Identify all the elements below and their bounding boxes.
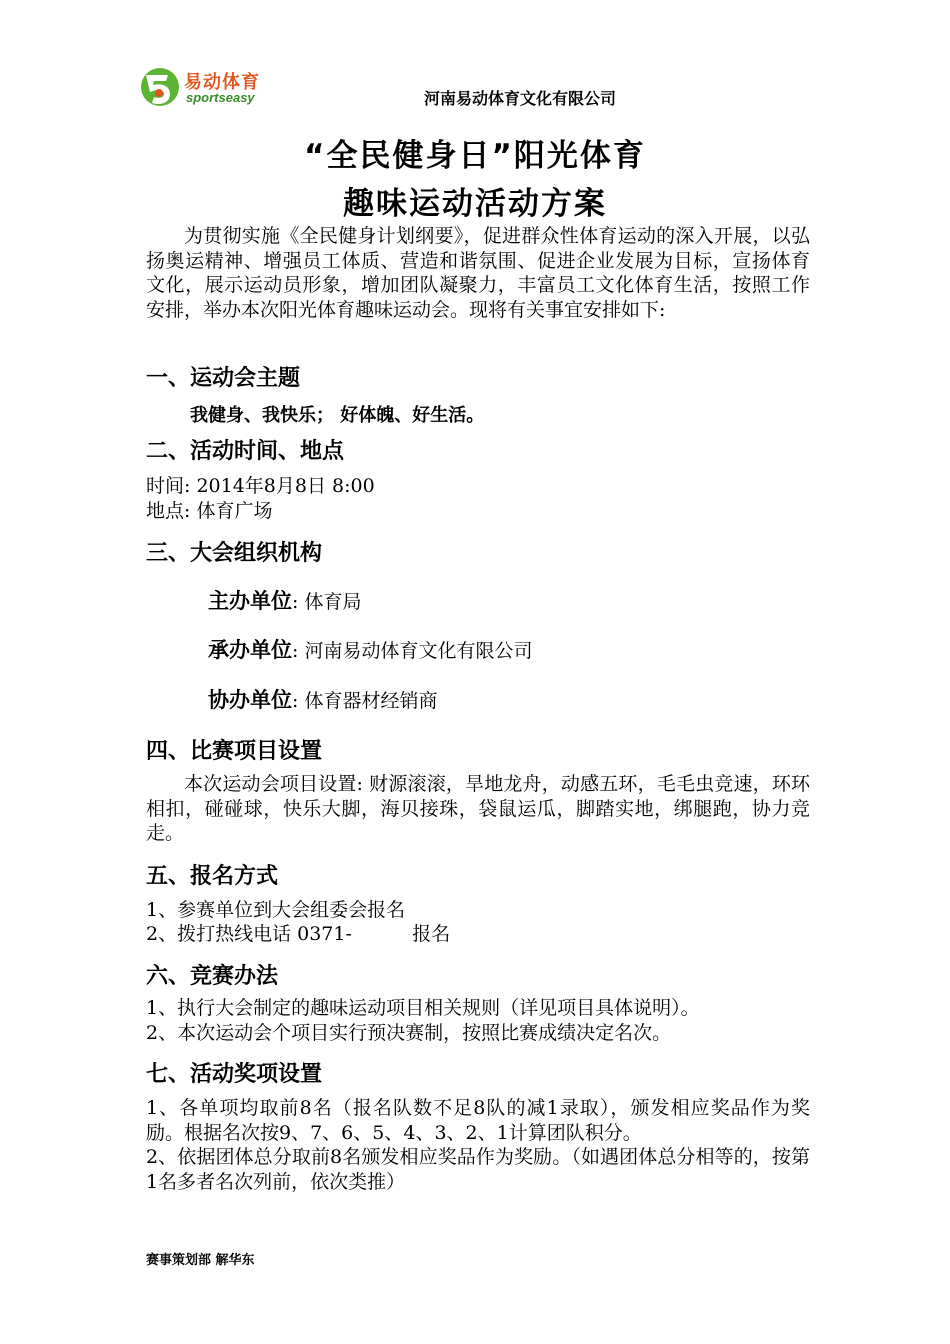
awards-item-1: 1、各单项均取前8名（报名队数不足8队的减1录取），颁发相应奖品作为奖励。根据名次按9、7、6、5、4、3、2、1计算团队积分。 <box>146 1097 810 1144</box>
logo-mark-icon <box>138 66 182 108</box>
events-paragraph: 本次运动会项目设置: 财源滚滚，旱地龙舟，动感五环，毛毛虫竞速，环环相扣，碰碰球，快乐大脚，海贝接珠，袋鼠运瓜，脚踏实地，绑腿跑，协力竞走。 <box>146 773 810 844</box>
org-host-value: : 体育局 <box>292 591 362 613</box>
theme-slogan: 我健身、我快乐； 好体魄、好生活。 <box>190 405 485 426</box>
document-title-line-2: 趣味运动活动方案 <box>343 186 607 222</box>
section-5-heading: 五、报名方式 <box>146 864 279 889</box>
section-6-heading: 六、竞赛办法 <box>146 964 279 989</box>
event-time: 时间: 2014年8月8日 8:00 <box>146 475 375 497</box>
org-organizer-value: : 河南易动体育文化有限公司 <box>292 640 533 662</box>
section-7-heading: 七、活动奖项设置 <box>146 1062 323 1087</box>
awards-item-2: 2、依据团体总分取前8名颁发相应奖品作为奖励。（如遇团体总分相等的，按第1名多者名次列前，依次类推） <box>146 1146 810 1193</box>
registration-item-2: 2、拨打热线电话 0371- 报名 <box>146 923 451 945</box>
org-assistant <box>208 684 437 714</box>
org-host-label: 主办单位 <box>208 589 292 613</box>
registration-item-1: 1、参赛单位到大会组委会报名 <box>146 899 406 921</box>
section-4-heading: 四、比赛项目设置 <box>146 739 323 764</box>
company-name: 河南易动体育文化有限公司 <box>424 89 617 108</box>
intro-paragraph: 为贯彻实施《全民健身计划纲要》，促进群众性体育运动的深入开展，以弘扬奥运精神、增强员工体质、营造和谐氛围、促进企业发展为目标，宣扬体育文化，展示运动员形象，增加团队凝聚力，丰富员工文化体育生活，按照工作安排，举办本次阳光体育趣味运动会。现将有关事宜安排如下: <box>146 225 810 321</box>
section-1-heading: 一、运动会主题 <box>146 366 301 391</box>
section-3-heading: 三、大会组织机构 <box>146 541 323 566</box>
logo-english-text: sportseasy <box>186 90 255 105</box>
org-assistant-label: 协办单位 <box>208 688 292 712</box>
logo-chinese-text: 易动体育 <box>184 72 260 93</box>
org-organizer-label: 承办单位 <box>208 638 292 662</box>
rules-item-1: 1、执行大会制定的趣味运动项目相关规则（详见项目具体说明）。 <box>146 997 700 1019</box>
org-assistant-value: : 体育器材经销商 <box>292 690 438 712</box>
org-organizer <box>208 634 532 664</box>
section-2-heading: 二、活动时间、地点 <box>146 439 345 464</box>
event-place: 地点: 体育广场 <box>146 500 273 522</box>
rules-item-2: 2、本次运动会个项目实行预决赛制，按照比赛成绩决定名次。 <box>146 1022 672 1044</box>
company-logo <box>138 66 278 108</box>
document-title-line-1: “全民健身日”阳光体育 <box>304 138 646 174</box>
org-host <box>208 585 361 615</box>
footer-signature: 赛事策划部 解华东 <box>146 1253 255 1268</box>
